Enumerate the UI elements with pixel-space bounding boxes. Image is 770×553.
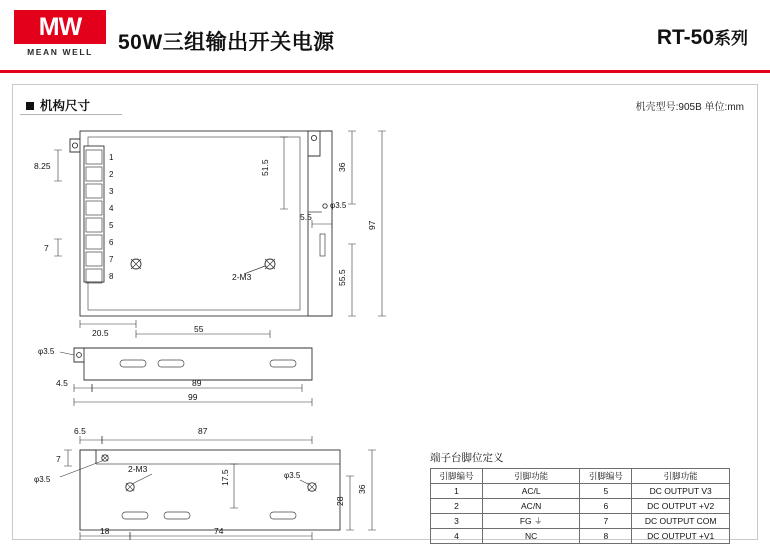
pin-table	[430, 468, 730, 544]
svg-text:4: 4	[109, 204, 114, 213]
logo-mark-text: MW	[38, 12, 82, 41]
pin-header-fn-1: 引脚功能	[483, 469, 580, 484]
svg-text:6: 6	[109, 238, 114, 247]
pin-header-num-1: 引脚编号	[431, 469, 483, 484]
svg-text:1: 1	[109, 153, 114, 162]
dim-74: 74	[214, 526, 224, 536]
pin-fn: DC OUTPUT V3	[632, 484, 730, 499]
logo-mark	[14, 10, 106, 44]
table-row	[431, 499, 730, 514]
dim-7-top: 7	[44, 243, 49, 253]
header-divider	[0, 70, 770, 73]
dim-17-5: 17.5	[220, 469, 230, 486]
pin-header-fn-2: 引脚功能	[632, 469, 730, 484]
svg-text:7: 7	[109, 255, 114, 264]
pin-fn: DC OUTPUT +V2	[632, 499, 730, 514]
page-title: 50W三组输出开关电源	[118, 31, 335, 54]
dim-5-5: 5.5	[300, 212, 312, 222]
pin-table-header-row	[431, 469, 730, 484]
pin-table-caption: 端子台脚位定义	[430, 452, 504, 464]
dim-51-5: 51.5	[260, 159, 270, 176]
dim-89: 89	[192, 378, 202, 388]
dim-36-top: 36	[337, 162, 347, 172]
pin-num: 7	[580, 514, 632, 529]
pin-num: 3	[431, 514, 483, 529]
pin-num: 2	[431, 499, 483, 514]
svg-text:2: 2	[109, 170, 114, 179]
dim-4-5: 4.5	[56, 378, 68, 388]
dim-55-5: 55.5	[337, 269, 347, 286]
svg-text:5: 5	[109, 221, 114, 230]
dim-36-side: 36	[357, 484, 367, 494]
pin-header-num-2: 引脚编号	[580, 469, 632, 484]
table-row	[431, 484, 730, 499]
svg-text:3: 3	[109, 187, 114, 196]
table-row	[431, 514, 730, 529]
pin-fn: NC	[483, 529, 580, 544]
dim-18: 18	[100, 526, 110, 536]
svg-text:8: 8	[109, 272, 114, 281]
dim-phi35-right: φ3.5	[330, 201, 347, 210]
section-heading-label: 机构尺寸	[40, 99, 91, 113]
pin-definition-block	[430, 450, 730, 544]
dim-screw-2m3-top: 2-M3	[232, 272, 252, 282]
series-suffix: 系列	[714, 29, 748, 48]
pin-num: 1	[431, 484, 483, 499]
case-model-note: 机壳型号:905B 单位:mm	[635, 102, 744, 113]
pin-fn: DC OUTPUT +V1	[632, 529, 730, 544]
brand-logo	[14, 10, 106, 62]
dim-99: 99	[188, 392, 198, 402]
pin-num: 5	[580, 484, 632, 499]
dim-6-5: 6.5	[74, 426, 86, 436]
dim-screw-2m3-side: 2-M3	[128, 464, 148, 474]
dim-phi35-side-right: φ3.5	[284, 471, 301, 480]
dim-55: 55	[194, 324, 204, 334]
dim-97: 97	[367, 220, 377, 230]
dim-28: 28	[335, 496, 345, 506]
series-label	[657, 24, 748, 50]
series-name: RT-50	[656, 26, 714, 49]
pin-fn: FG ⏚	[483, 514, 580, 529]
dim-20-5: 20.5	[92, 328, 109, 338]
table-row	[431, 529, 730, 544]
pin-fn: DC OUTPUT COM	[632, 514, 730, 529]
dim-7-side: 7	[56, 454, 61, 464]
pin-num: 6	[580, 499, 632, 514]
pin-num: 8	[580, 529, 632, 544]
dim-87: 87	[198, 426, 208, 436]
pin-fn: AC/N	[483, 499, 580, 514]
page-header	[0, 0, 770, 72]
logo-wordmark: MEAN WELL	[27, 47, 93, 57]
dim-8-25: 8.25	[34, 161, 51, 171]
dim-phi35-side-left: φ3.5	[34, 475, 51, 484]
pin-num: 4	[431, 529, 483, 544]
pin-fn: AC/L	[483, 484, 580, 499]
dim-phi35-left: φ3.5	[38, 347, 55, 356]
